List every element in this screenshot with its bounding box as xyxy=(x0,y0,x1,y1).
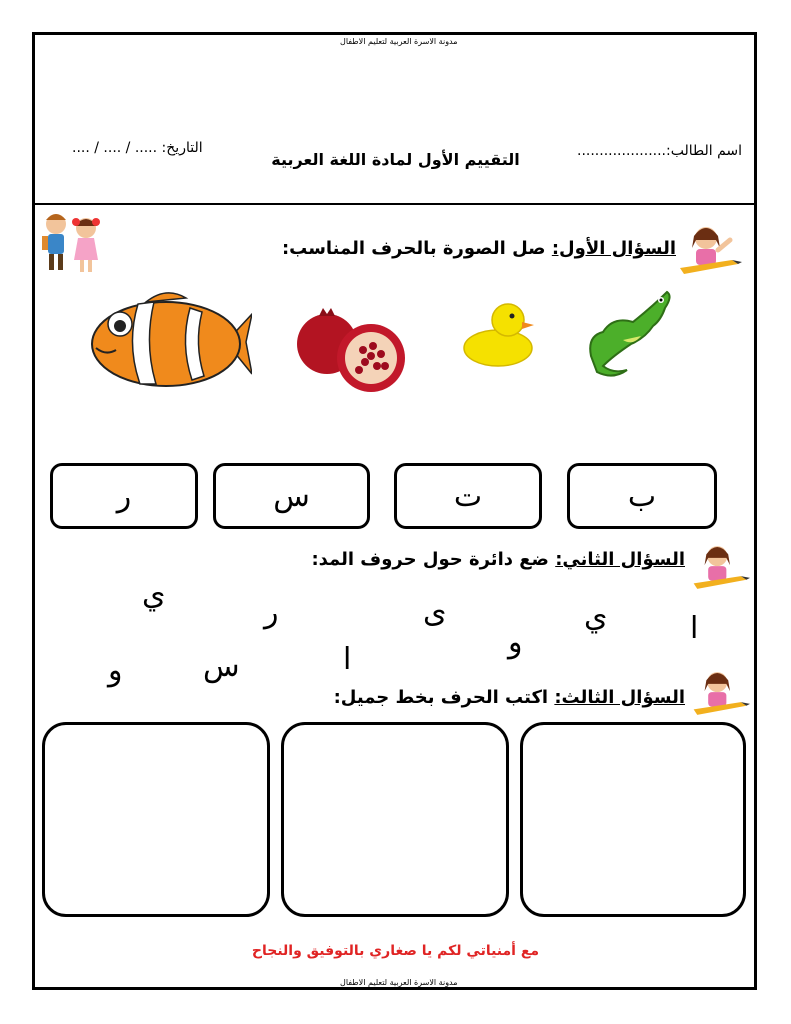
question-3-text: اكتب الحرف بخط جميل: xyxy=(333,687,555,708)
letter-box[interactable] xyxy=(213,463,370,529)
girl-pencil-icon xyxy=(690,667,750,719)
pomegranate-icon[interactable] xyxy=(293,306,411,394)
question-3-label: السؤال الثالث: xyxy=(554,687,685,708)
letter-choice[interactable]: و xyxy=(508,625,523,660)
closing-wish: مع أمنياتي لكم يا صغاري بالتوفيق والنجاح xyxy=(251,943,540,959)
blog-name-bottom: مدونة الاسرة العربية لتعليم الاطفال xyxy=(340,978,458,987)
letter-option: ب xyxy=(627,478,657,514)
letter-choice[interactable]: س xyxy=(203,649,240,684)
fish-icon[interactable] xyxy=(86,284,252,400)
letter-option: س xyxy=(273,478,310,514)
letter-box[interactable] xyxy=(394,463,542,529)
letter-option: ت xyxy=(453,478,483,514)
letter-box[interactable] xyxy=(50,463,198,529)
girl-pencil-icon xyxy=(676,222,742,278)
question-3-heading xyxy=(334,687,685,708)
letter-choice[interactable]: و xyxy=(108,653,123,688)
student-name-field[interactable]: اسم الطالب:.................... xyxy=(577,143,743,159)
crocodile-icon[interactable] xyxy=(583,286,679,382)
kids-icon xyxy=(36,208,108,280)
letter-choice[interactable]: ا xyxy=(343,642,352,677)
writing-box[interactable] xyxy=(520,722,746,917)
question-2-label: السؤال الثاني: xyxy=(555,549,685,570)
letter-choice[interactable]: ي xyxy=(584,599,608,634)
letter-box[interactable] xyxy=(567,463,717,529)
girl-pencil-icon xyxy=(690,541,750,593)
writing-box[interactable] xyxy=(281,722,509,917)
duck-icon[interactable] xyxy=(462,298,538,368)
letter-option: ر xyxy=(116,478,132,514)
question-1-label: السؤال الأول: xyxy=(551,238,676,259)
letter-choice[interactable]: ا xyxy=(690,611,699,646)
question-1-text: صل الصورة بالحرف المناسب: xyxy=(281,238,552,259)
question-2-text: ضع دائرة حول حروف المد: xyxy=(311,549,556,570)
writing-box[interactable] xyxy=(42,722,270,917)
letter-choice[interactable]: ى xyxy=(423,595,447,630)
letter-choice[interactable]: ي xyxy=(142,577,166,612)
header-divider xyxy=(32,203,757,205)
question-2-heading xyxy=(311,549,685,570)
question-1-heading xyxy=(282,238,676,259)
letter-choice[interactable]: ر xyxy=(264,595,279,630)
date-field[interactable]: التاريخ: ..... / .... / .... xyxy=(72,140,203,156)
page-title: التقييم الأول لمادة اللغة العربية xyxy=(271,150,520,169)
blog-name-top: مدونة الاسرة العربية لتعليم الاطفال xyxy=(340,37,458,46)
